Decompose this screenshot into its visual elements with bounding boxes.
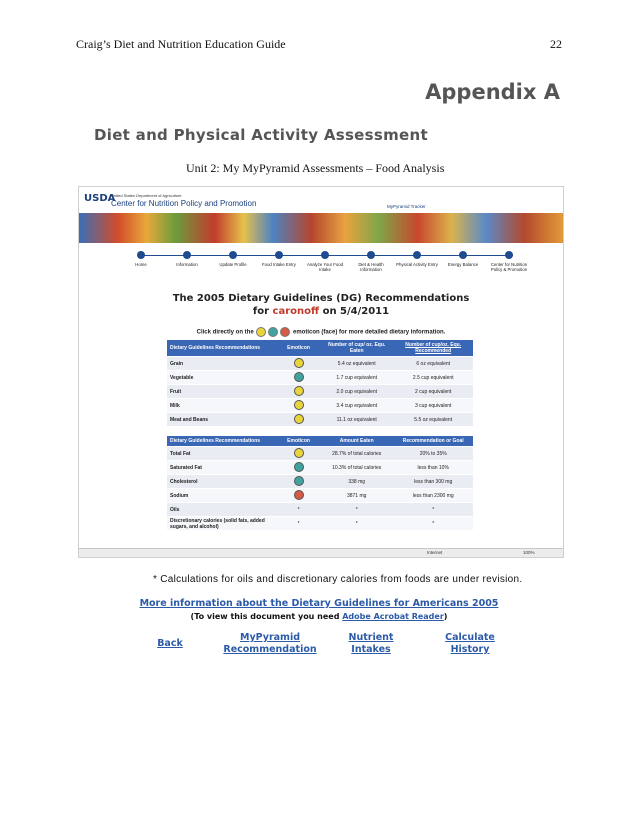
step-update-profile[interactable]: Update Profile xyxy=(211,251,255,267)
amount-eaten: 3871 mg xyxy=(320,489,393,503)
appendix-heading: Appendix A xyxy=(425,80,560,104)
nutrient-table xyxy=(167,436,473,530)
yellow-face-icon[interactable] xyxy=(294,400,304,410)
row-name: Fruit xyxy=(167,385,277,399)
step-information[interactable]: Information xyxy=(165,251,209,267)
acrobat-reader-link[interactable]: Adobe Acrobat Reader xyxy=(342,612,444,621)
running-header-title: Craig’s Diet and Nutrition Education Guide xyxy=(76,37,286,51)
row-name: Saturated Fat xyxy=(167,461,277,475)
row-name: Cholesterol xyxy=(167,475,277,489)
yellow-face-icon[interactable] xyxy=(294,358,304,368)
calculate-history-link[interactable]: Calculate History xyxy=(445,632,495,655)
row-name: Meat and Beans xyxy=(167,413,277,427)
table-row xyxy=(167,385,473,399)
username: caronoff xyxy=(272,306,320,317)
amount-eaten: 11.1 oz equivalent xyxy=(320,413,393,427)
emoticon-cell xyxy=(277,447,320,461)
table-row xyxy=(167,447,473,461)
amount-eaten: 2.0 cup equivalent xyxy=(320,385,393,399)
step-dot-icon xyxy=(367,251,375,259)
mypyramid-recommendation-link[interactable]: MyPyramid Recommendation xyxy=(223,632,317,655)
step-home[interactable]: Home xyxy=(119,251,163,267)
yellow-face-icon[interactable] xyxy=(294,386,304,396)
step-dot-icon xyxy=(413,251,421,259)
usda-banner xyxy=(79,187,563,243)
emoticon-instruction: Click directly on the emoticon (face) for more detailed dietary information. xyxy=(79,327,563,337)
recommended-amount: * xyxy=(393,503,473,517)
recommended-amount: less than 300 mg xyxy=(393,475,473,489)
dietary-guidelines-link[interactable]: More information about the Dietary Guidelines for Americans 2005 xyxy=(139,598,499,609)
emoticon-cell xyxy=(277,413,320,427)
table-header-row: Dietary Guidelines Recommendations Emoticon Number of cup/ oz. Equ. Eaten Number of cup/oz. Equ. Recommended xyxy=(167,340,473,357)
step-dot-icon xyxy=(183,251,191,259)
nutrient-intakes-link[interactable]: Nutrient Intakes xyxy=(348,632,394,655)
teal-face-icon[interactable] xyxy=(268,327,278,337)
row-name: Sodium xyxy=(167,489,277,503)
recommended-amount: 2.5 cup equivalent xyxy=(393,371,473,385)
amount-eaten: 28.7% of total calories xyxy=(320,447,393,461)
yellow-face-icon[interactable] xyxy=(256,327,266,337)
step-food-intake-entry[interactable]: Food Intake Entry xyxy=(257,251,301,267)
step-dot-icon xyxy=(229,251,237,259)
table-row xyxy=(167,461,473,475)
teal-face-icon[interactable] xyxy=(294,372,304,382)
amount-eaten: * xyxy=(320,517,393,531)
calculation-note: * Calculations for oils and discretionary calories from foods are under revision. xyxy=(153,574,523,585)
tracker-label: MyPyramid Tracker xyxy=(387,204,426,209)
row-name: Vegetable xyxy=(167,371,277,385)
recommended-amount: 2 cup equivalent xyxy=(393,385,473,399)
amount-eaten: 10.3% of total calories xyxy=(320,461,393,475)
page-number: 22 xyxy=(550,37,562,51)
table-row xyxy=(167,371,473,385)
row-name: Oils xyxy=(167,503,277,517)
table-header-row: Dietary Guidelines Recommendations Emoticon Amount Eaten Recommendation or Goal xyxy=(167,436,473,447)
step-dot-icon xyxy=(505,251,513,259)
emoticon-cell xyxy=(277,489,320,503)
row-name: Total Fat xyxy=(167,447,277,461)
table-row xyxy=(167,399,473,413)
step-physical-activity-entry[interactable]: Physical Activity Entry xyxy=(395,251,439,267)
browser-status-bar xyxy=(79,548,563,557)
table-row xyxy=(167,475,473,489)
emoticon-cell xyxy=(277,461,320,475)
emoticon-cell xyxy=(277,475,320,489)
table-row xyxy=(167,357,473,371)
internet-zone-label: Internet xyxy=(427,550,443,555)
step-dot-icon xyxy=(321,251,329,259)
yellow-face-icon[interactable] xyxy=(294,414,304,424)
recommended-amount: 6 oz equivalent xyxy=(393,357,473,371)
amount-eaten: 5.4 oz equivalent xyxy=(320,357,393,371)
food-photo-banner xyxy=(79,213,563,243)
step-diet-health-info[interactable]: Diet & Health Information xyxy=(349,251,393,272)
step-energy-balance[interactable]: Energy Balance xyxy=(441,251,485,267)
dg-recommendations-title: The 2005 Dietary Guidelines (DG) Recommendations for caronoff on 5/4/2011 xyxy=(172,293,470,317)
recommended-amount: 20% to 35% xyxy=(393,447,473,461)
table-row xyxy=(167,489,473,503)
back-link[interactable]: Back xyxy=(157,638,183,649)
red-face-icon[interactable] xyxy=(294,490,304,500)
emoticon-cell xyxy=(277,385,320,399)
teal-face-icon[interactable] xyxy=(294,462,304,472)
table-row xyxy=(167,413,473,427)
step-dot-icon xyxy=(137,251,145,259)
usda-center-name: Center for Nutrition Policy and Promotion xyxy=(111,199,257,208)
recommended-amount: 3 cup equivalent xyxy=(393,399,473,413)
emoticon-cell xyxy=(277,399,320,413)
row-name: Milk xyxy=(167,399,277,413)
recommended-amount: less than 10% xyxy=(393,461,473,475)
recommended-amount: less than 2300 mg xyxy=(393,489,473,503)
step-cnpp[interactable]: Center for Nutrition Policy & Promotion xyxy=(487,251,531,272)
red-face-icon[interactable] xyxy=(280,327,290,337)
teal-face-icon[interactable] xyxy=(294,476,304,486)
emoticon-cell xyxy=(277,371,320,385)
amount-eaten: 1.7 cup equivalent xyxy=(320,371,393,385)
step-dot-icon xyxy=(459,251,467,259)
unit-line: Unit 2: My MyPyramid Assessments – Food Analysis xyxy=(186,161,445,175)
amount-eaten: 3.4 cup equivalent xyxy=(320,399,393,413)
amount-eaten: * xyxy=(320,503,393,517)
row-name: Discretionary calories (solid fats, added sugars, and alcohol) xyxy=(167,517,277,531)
usda-department-text: United States Department of Agriculture xyxy=(111,193,182,198)
zoom-level[interactable]: 100% xyxy=(523,550,535,555)
acrobat-note: (To view this document you need Adobe Acrobat Reader) xyxy=(190,612,448,621)
table-row xyxy=(167,517,473,531)
amount-eaten: 338 mg xyxy=(320,475,393,489)
section-heading: Diet and Physical Activity Assessment xyxy=(94,126,428,144)
step-analyze-food-intake[interactable]: Analyze Your Food Intake xyxy=(303,251,347,272)
embedded-screenshot xyxy=(78,186,564,558)
table-row xyxy=(167,503,473,517)
tracker-step-nav xyxy=(135,251,528,281)
recommended-amount: * xyxy=(393,517,473,531)
emoticon-cell: * xyxy=(277,517,320,531)
recommended-amount: 5.5 oz equivalent xyxy=(393,413,473,427)
row-name: Grain xyxy=(167,357,277,371)
step-dot-icon xyxy=(275,251,283,259)
emoticon-cell: * xyxy=(277,503,320,517)
yellow-face-icon[interactable] xyxy=(294,448,304,458)
usda-logo: USDA xyxy=(84,193,116,204)
emoticon-cell xyxy=(277,357,320,371)
food-group-table xyxy=(167,340,473,426)
